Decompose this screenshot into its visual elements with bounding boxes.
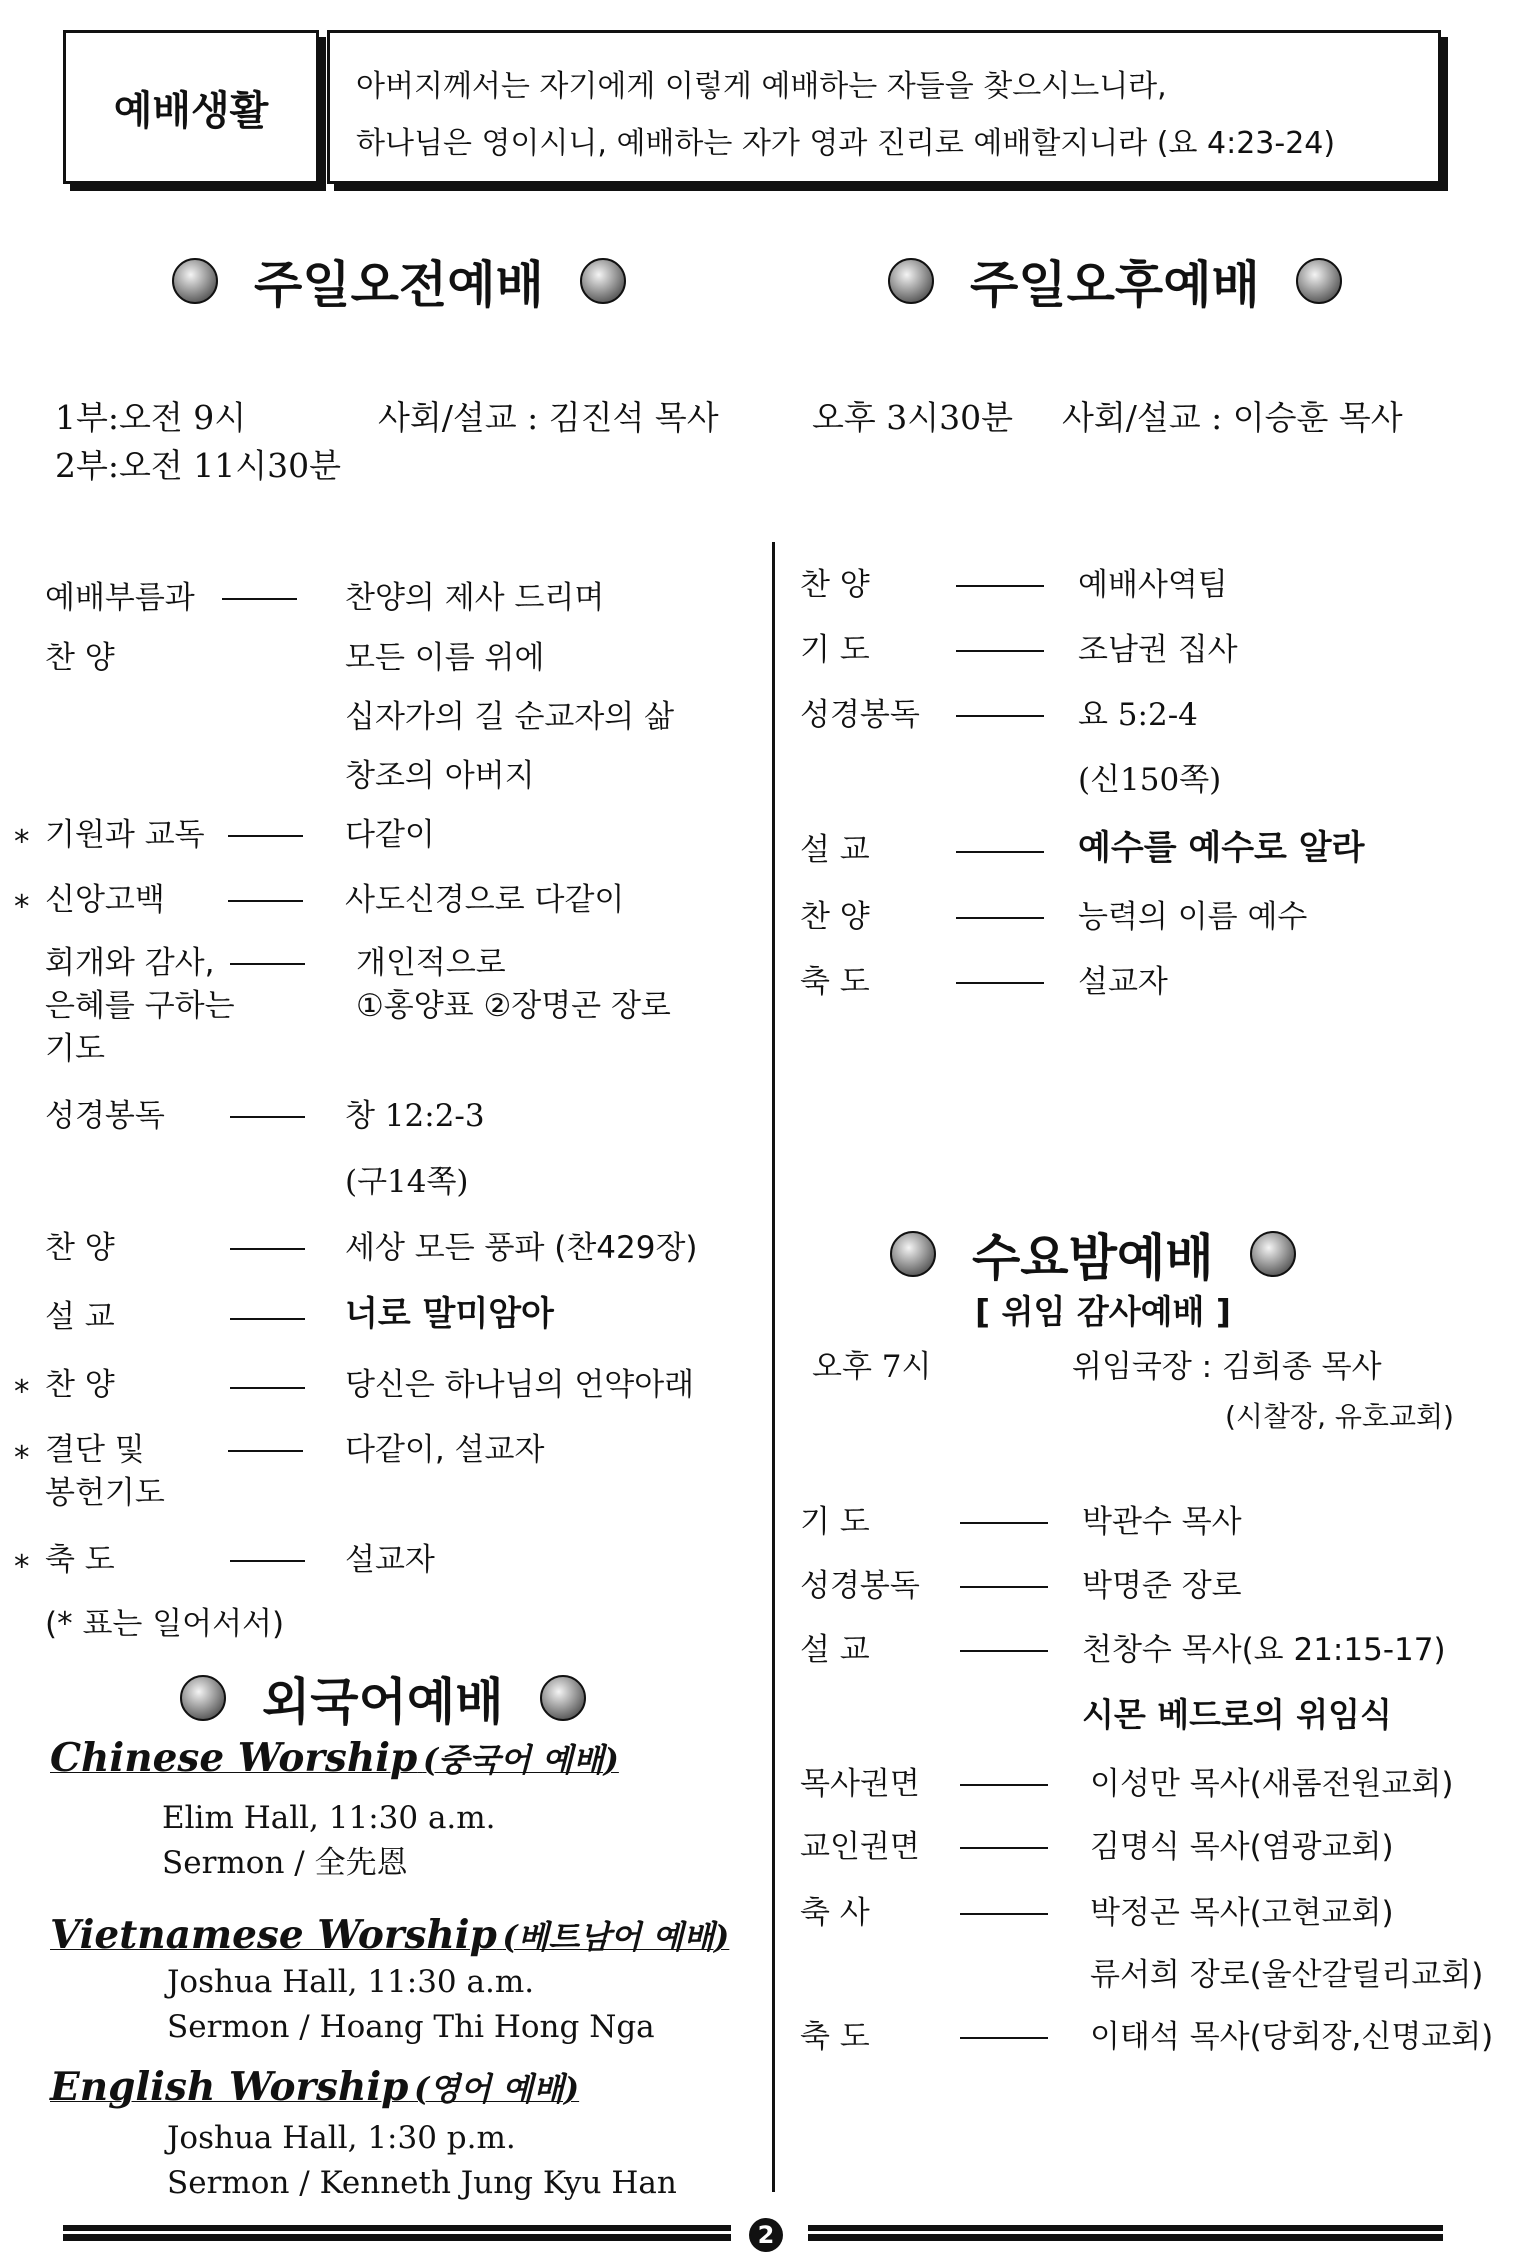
dash-line [956, 650, 1044, 652]
standing-mark: * [14, 1549, 30, 1585]
list-item-value: (신150쪽) [1078, 762, 1222, 798]
wednesday-time: 오후 7시 [812, 1349, 932, 1385]
dash-line [956, 917, 1044, 919]
list-item-value: 창 12:2-3 [345, 1098, 485, 1134]
standing-mark: * [14, 1374, 30, 1410]
header-verse-box [327, 30, 1441, 184]
wednesday-subtitle: [ 위임 감사예배 ] [975, 1292, 1231, 1331]
dash-line [230, 1318, 305, 1320]
list-item-label: 성경봉독 [45, 1098, 165, 1134]
wednesday-leader-note: (시찰장, 유호교회) [1225, 1400, 1454, 1433]
bullet-icon [580, 258, 626, 304]
bullet-icon [540, 1675, 586, 1721]
dash-line [960, 1522, 1048, 1524]
list-item-label: 신앙고백 [45, 882, 165, 918]
standing-mark: * [14, 889, 30, 925]
list-item-value: 김명식 목사(염광교회) [1090, 1829, 1394, 1865]
list-item-label: 예배부름과 [45, 580, 195, 616]
english-worship-place: Joshua Hall, 1:30 p.m. [167, 2120, 516, 2156]
footer-rule-right [808, 2225, 1443, 2241]
bullet-icon [1250, 1231, 1296, 1277]
morning-time-2: 2부:오전 11시30분 [55, 446, 341, 485]
sermon-title: 너로 말미암아 [345, 1294, 554, 1334]
bullet-icon [890, 1231, 936, 1277]
list-item-value: 설교자 [1078, 964, 1168, 1000]
dash-line [230, 1387, 305, 1389]
list-item-label: 설 교 [800, 1632, 870, 1668]
list-item-value: (구14쪽) [345, 1164, 469, 1200]
dash-line [228, 1450, 303, 1452]
dash-line [960, 1913, 1048, 1915]
bullet-icon [172, 258, 218, 304]
dash-line [228, 835, 303, 837]
vietnamese-worship-preacher: Sermon / Hoang Thi Hong Nga [167, 2009, 655, 2045]
dash-line [956, 851, 1044, 853]
list-item-label: 성경봉독 [800, 697, 920, 733]
list-item-value: 예배사역팀 [1078, 567, 1228, 603]
list-item-label: 목사권면 [800, 1766, 920, 1802]
chinese-worship-title: Chinese Worship (중국어 예배) [50, 1735, 619, 1781]
list-item-value: 모든 이름 위에 [345, 640, 545, 676]
chinese-worship-preacher: Sermon / 全先恩 [162, 1845, 408, 1881]
sermon-title: 시몬 베드로의 위임식 [1082, 1695, 1392, 1734]
list-item-value: 조남권 집사 [1078, 632, 1238, 668]
dash-line [956, 982, 1044, 984]
list-item-label: 설 교 [800, 832, 870, 868]
list-item-value: 이태석 목사(당회장,신명교회) [1090, 2019, 1494, 2055]
standing-note: (* 표는 일어서서) [45, 1606, 285, 1642]
afternoon-leader: 사회/설교 : 이승훈 목사 [1062, 398, 1403, 437]
list-item-value: 십자가의 길 순교자의 삶 [345, 699, 675, 735]
sermon-title: 예수를 예수로 알라 [1078, 828, 1365, 868]
list-item-value: 세상 모든 풍파 (찬429장) [345, 1230, 698, 1266]
list-item-value: 능력의 이름 예수 [1078, 899, 1308, 935]
list-item-label: 교인권면 [800, 1829, 920, 1865]
list-item-label: 성경봉독 [800, 1568, 920, 1604]
list-item-value: 찬양의 제사 드리며 [345, 580, 605, 616]
dash-line [960, 1586, 1048, 1588]
verse-line-2: 하나님은 영이시니, 예배하는 자가 영과 진리로 예배할지니라 (요 4:23-24) [356, 126, 1336, 161]
dash-line [960, 1784, 1048, 1786]
dash-line [230, 963, 305, 965]
dash-line [960, 1847, 1048, 1849]
morning-leader: 사회/설교 : 김진석 목사 [378, 398, 719, 437]
list-item-label: 축 도 [45, 1542, 115, 1578]
list-item-value: 당신은 하나님의 언약아래 [345, 1367, 695, 1403]
list-item-label: 봉헌기도 [45, 1475, 165, 1511]
list-item-value: 류서희 장로(울산갈릴리교회) [1090, 1957, 1484, 1993]
chinese-worship-place: Elim Hall, 11:30 a.m. [162, 1800, 496, 1836]
list-item-value: 다같이 [345, 817, 435, 853]
column-divider [772, 542, 775, 2192]
list-item-value: 창조의 아버지 [345, 758, 535, 794]
list-item-label: 기 도 [800, 1504, 870, 1540]
english-worship-preacher: Sermon / Kenneth Jung Kyu Han [167, 2165, 677, 2201]
vietnamese-worship-title: Vietnamese Worship (베트남어 예배) [50, 1912, 730, 1958]
list-item-label: 찬 양 [800, 899, 870, 935]
standing-mark: * [14, 1440, 30, 1476]
dash-line [230, 1116, 305, 1118]
list-item-label: 축 도 [800, 2019, 870, 2055]
bullet-icon [180, 1675, 226, 1721]
list-item-label: 찬 양 [800, 567, 870, 603]
list-item-value: 개인적으로 [356, 945, 506, 981]
morning-section-title: 주일오전예배 [172, 245, 626, 317]
list-item-value: 다같이, 설교자 [345, 1432, 545, 1468]
bullet-icon [888, 258, 934, 304]
dash-line [956, 585, 1044, 587]
header-title: 예배생활 [113, 87, 269, 134]
dash-line [960, 1650, 1048, 1652]
dash-line [960, 2037, 1048, 2039]
list-item-label: 기원과 교독 [45, 817, 205, 853]
afternoon-time: 오후 3시30분 [812, 398, 1013, 437]
header-title-box [63, 30, 319, 184]
dash-line [230, 1248, 305, 1250]
bullet-icon [1296, 258, 1342, 304]
list-item-value: 천창수 목사(요 21:15-17) [1082, 1632, 1446, 1668]
dash-line [222, 598, 297, 600]
list-item-value: 박관수 목사 [1082, 1504, 1242, 1540]
dash-line [956, 715, 1044, 717]
list-item-value: 사도신경으로 다같이 [345, 882, 625, 918]
foreign-section-title: 외국어예배 [180, 1662, 586, 1734]
list-item-value: 박정곤 목사(고현교회) [1090, 1895, 1394, 1931]
list-item-label: 결단 및 [45, 1432, 145, 1468]
list-item-label: 설 교 [45, 1299, 115, 1335]
list-item-label: 찬 양 [45, 1230, 115, 1266]
dash-line [228, 900, 303, 902]
list-item-label: 회개와 감사, [45, 945, 215, 981]
list-item-label: 찬 양 [45, 1367, 115, 1403]
wednesday-leader: 위임국장 : 김희종 목사 [1072, 1349, 1382, 1385]
morning-time-1: 1부:오전 9시 [55, 398, 247, 437]
list-item-value: ①홍양표 ②장명곤 장로 [356, 988, 671, 1024]
list-item-label: 찬 양 [45, 640, 115, 676]
standing-mark: * [14, 824, 30, 860]
english-worship-title: English Worship (영어 예배) [50, 2064, 580, 2110]
list-item-label: 축 사 [800, 1895, 870, 1931]
list-item-value: 요 5:2-4 [1078, 697, 1198, 733]
vietnamese-worship-place: Joshua Hall, 11:30 a.m. [167, 1964, 535, 2000]
list-item-label: 축 도 [800, 964, 870, 1000]
list-item-label: 기 도 [800, 632, 870, 668]
wednesday-section-title: 수요밤예배 [890, 1218, 1296, 1290]
footer-rule-left [63, 2225, 731, 2241]
list-item-label: 기도 [45, 1031, 105, 1067]
list-item-value: 이성만 목사(새롬전원교회) [1090, 1766, 1454, 1802]
verse-line-1: 아버지께서는 자기에게 이렇게 예배하는 자들을 찾으시느니라, [356, 69, 1167, 104]
dash-line [230, 1560, 305, 1562]
list-item-label: 은혜를 구하는 [45, 988, 235, 1024]
afternoon-section-title: 주일오후예배 [888, 245, 1342, 317]
list-item-value: 박명준 장로 [1082, 1568, 1242, 1604]
list-item-value: 설교자 [345, 1542, 435, 1578]
page-number: 2 [749, 2218, 783, 2252]
